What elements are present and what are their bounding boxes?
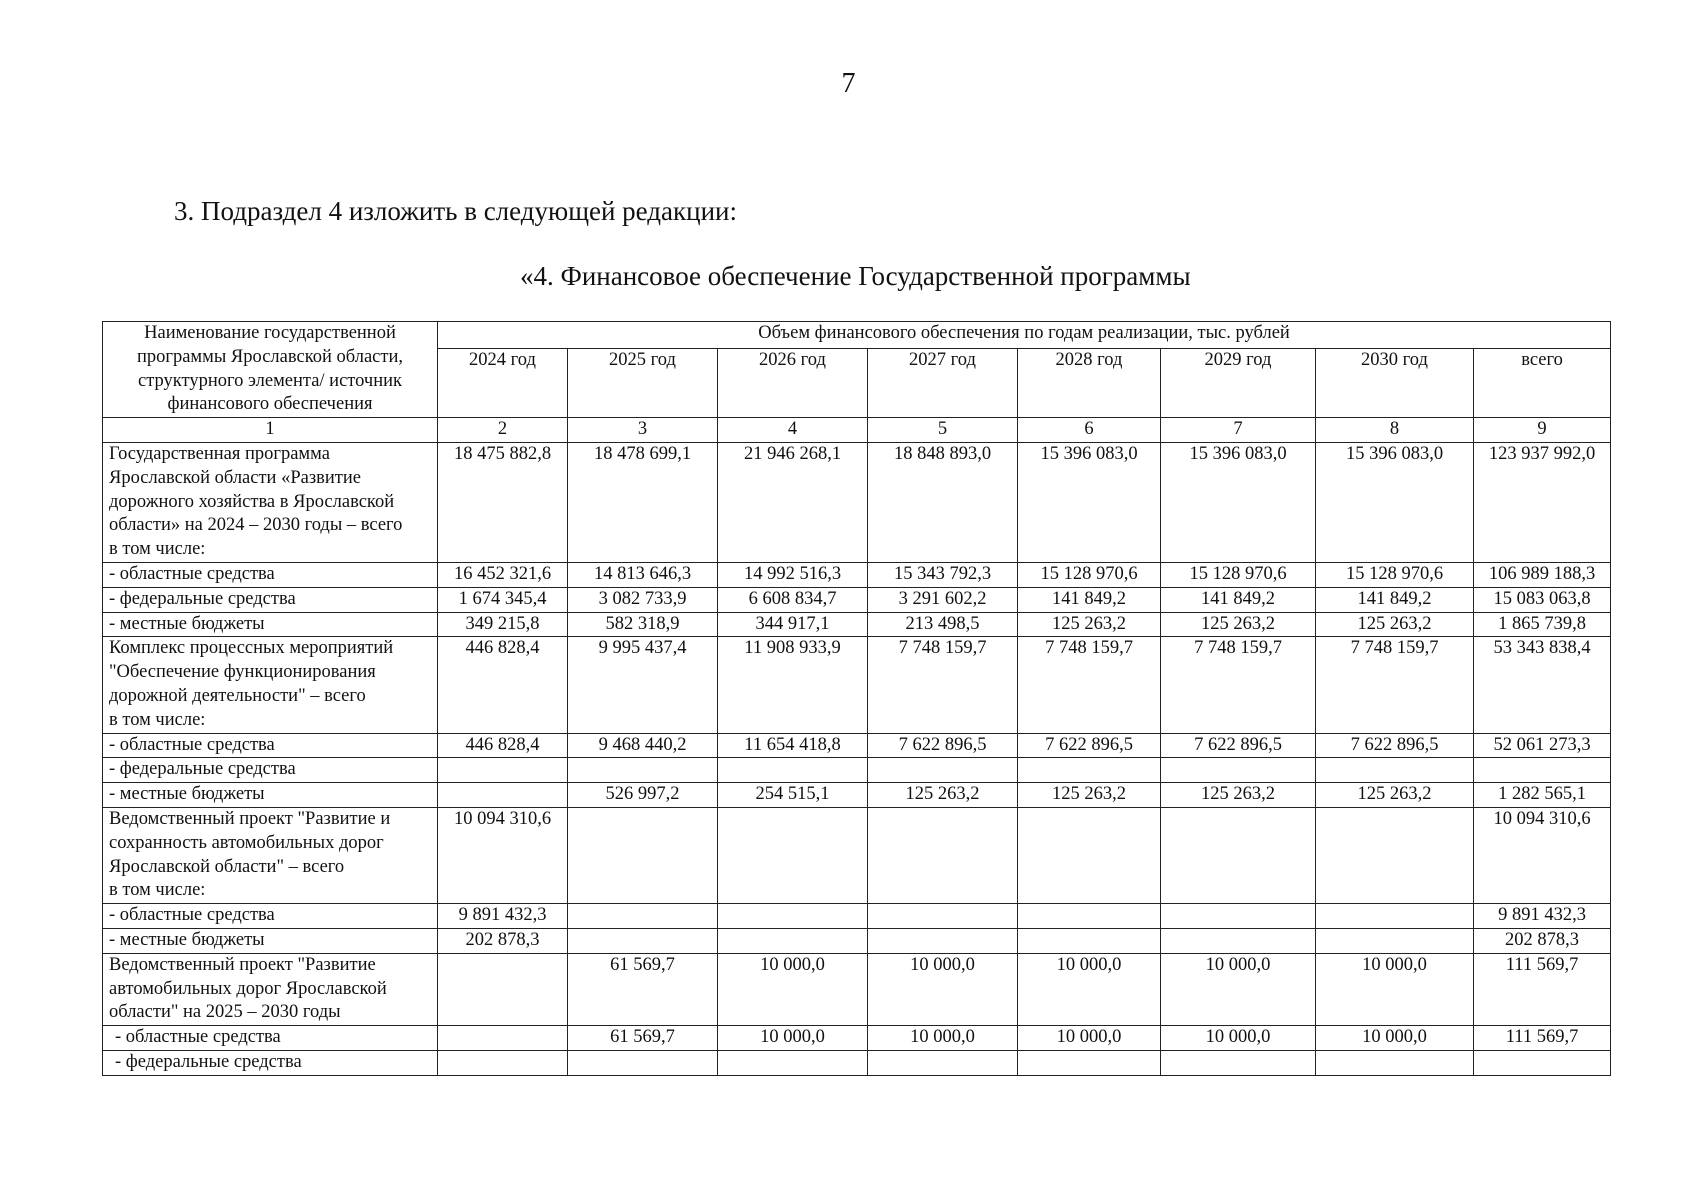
- value-cell: [718, 807, 868, 903]
- value-cell: [438, 783, 568, 808]
- column-number: 3: [568, 418, 718, 443]
- value-cell: 9 891 432,3: [438, 904, 568, 929]
- column-number-row: [103, 418, 1611, 443]
- value-cell: 10 000,0: [1161, 1026, 1316, 1051]
- table-header: [103, 322, 1611, 443]
- value-cell: 10 000,0: [1018, 1026, 1161, 1051]
- row-label: - областные средства: [103, 733, 438, 758]
- year-header: 2028 год: [1018, 349, 1161, 418]
- value-cell: 446 828,4: [438, 637, 568, 733]
- table-row: [103, 612, 1611, 637]
- value-cell: [568, 1050, 718, 1075]
- value-cell: 11 908 933,9: [718, 637, 868, 733]
- value-cell: 344 917,1: [718, 612, 868, 637]
- value-cell: 10 000,0: [868, 1026, 1018, 1051]
- value-cell: 7 748 159,7: [1161, 637, 1316, 733]
- value-cell: [718, 928, 868, 953]
- value-cell: 3 082 733,9: [568, 587, 718, 612]
- row-label: - федеральные средства: [103, 1050, 438, 1075]
- value-cell: 10 000,0: [1161, 953, 1316, 1025]
- row-label: Ведомственный проект "Развитие автомобильных дорог Ярославской области" на 2025 – 2030 годы: [103, 953, 438, 1025]
- table-row: [103, 783, 1611, 808]
- value-cell: [1316, 904, 1474, 929]
- value-cell: 141 849,2: [1161, 587, 1316, 612]
- value-cell: 18 478 699,1: [568, 442, 718, 562]
- value-cell: [1161, 807, 1316, 903]
- value-cell: 582 318,9: [568, 612, 718, 637]
- value-cell: 16 452 321,6: [438, 562, 568, 587]
- row-label: - областные средства: [103, 1026, 438, 1051]
- value-cell: 3 291 602,2: [868, 587, 1018, 612]
- value-cell: 10 000,0: [718, 953, 868, 1025]
- column-number: 7: [1161, 418, 1316, 443]
- year-header: 2025 год: [568, 349, 718, 418]
- column-number: 1: [103, 418, 438, 443]
- value-cell: 53 343 838,4: [1474, 637, 1611, 733]
- value-cell: 1 674 345,4: [438, 587, 568, 612]
- total-header: всего: [1474, 349, 1611, 418]
- value-cell: 14 992 516,3: [718, 562, 868, 587]
- value-cell: 18 848 893,0: [868, 442, 1018, 562]
- table-row: [103, 733, 1611, 758]
- value-cell: [438, 953, 568, 1025]
- value-cell: 125 263,2: [1161, 612, 1316, 637]
- year-header: 2027 год: [868, 349, 1018, 418]
- value-cell: [568, 758, 718, 783]
- value-cell: 10 000,0: [1018, 953, 1161, 1025]
- value-cell: 1 282 565,1: [1474, 783, 1611, 808]
- section-heading: 3. Подраздел 4 изложить в следующей редакции:: [174, 196, 737, 226]
- table-body: [103, 442, 1611, 1075]
- value-cell: 1 865 739,8: [1474, 612, 1611, 637]
- value-cell: [1474, 1050, 1611, 1075]
- value-cell: [1316, 807, 1474, 903]
- value-cell: 15 343 792,3: [868, 562, 1018, 587]
- value-cell: [568, 928, 718, 953]
- value-cell: [1316, 1050, 1474, 1075]
- value-cell: [568, 807, 718, 903]
- value-cell: 7 622 896,5: [1316, 733, 1474, 758]
- table-row: [103, 587, 1611, 612]
- value-cell: 52 061 273,3: [1474, 733, 1611, 758]
- year-header: 2024 год: [438, 349, 568, 418]
- financing-table: [102, 321, 1611, 1076]
- value-cell: 61 569,7: [568, 953, 718, 1025]
- row-label: Ведомственный проект "Развитие и сохранность автомобильных дорог Ярославской области" – всего в том числе:: [103, 807, 438, 903]
- value-cell: 15 083 063,8: [1474, 587, 1611, 612]
- section-title: «4. Финансовое обеспечение Государственной программы: [520, 261, 1191, 291]
- year-header: 2029 год: [1161, 349, 1316, 418]
- value-cell: 15 396 083,0: [1316, 442, 1474, 562]
- table-row: [103, 637, 1611, 733]
- value-cell: 141 849,2: [1316, 587, 1474, 612]
- value-cell: [868, 928, 1018, 953]
- value-cell: 10 094 310,6: [1474, 807, 1611, 903]
- value-cell: [1018, 807, 1161, 903]
- table-row: [103, 758, 1611, 783]
- value-cell: 10 000,0: [1316, 953, 1474, 1025]
- column-number: 8: [1316, 418, 1474, 443]
- value-cell: 111 569,7: [1474, 1026, 1611, 1051]
- table-row: [103, 442, 1611, 562]
- value-cell: 9 468 440,2: [568, 733, 718, 758]
- value-cell: [1018, 904, 1161, 929]
- value-cell: 11 654 418,8: [718, 733, 868, 758]
- column-number: 9: [1474, 418, 1611, 443]
- value-cell: 15 396 083,0: [1161, 442, 1316, 562]
- value-cell: [1018, 928, 1161, 953]
- value-cell: 7 748 159,7: [1316, 637, 1474, 733]
- value-cell: [868, 904, 1018, 929]
- row-label: - местные бюджеты: [103, 928, 438, 953]
- volume-header: Объем финансового обеспечения по годам реализации, тыс. рублей: [438, 322, 1611, 349]
- value-cell: 111 569,7: [1474, 953, 1611, 1025]
- value-cell: 213 498,5: [868, 612, 1018, 637]
- name-column-header: Наименование государственной программы Ярославской области, структурного элемента/ источник финансового обеспечения: [103, 322, 438, 418]
- value-cell: 15 396 083,0: [1018, 442, 1161, 562]
- value-cell: 7 748 159,7: [868, 637, 1018, 733]
- value-cell: 15 128 970,6: [1161, 562, 1316, 587]
- value-cell: 106 989 188,3: [1474, 562, 1611, 587]
- column-number: 6: [1018, 418, 1161, 443]
- row-label: Государственная программа Ярославской области «Развитие дорожного хозяйства в Ярославской области» на 2024 – 2030 годы – всего в том числе:: [103, 442, 438, 562]
- value-cell: 15 128 970,6: [1018, 562, 1161, 587]
- table-row: [103, 807, 1611, 903]
- value-cell: [438, 1026, 568, 1051]
- value-cell: 7 748 159,7: [1018, 637, 1161, 733]
- value-cell: 7 622 896,5: [868, 733, 1018, 758]
- table-row: [103, 1050, 1611, 1075]
- value-cell: 7 622 896,5: [1018, 733, 1161, 758]
- value-cell: 141 849,2: [1018, 587, 1161, 612]
- row-label: - областные средства: [103, 904, 438, 929]
- value-cell: 18 475 882,8: [438, 442, 568, 562]
- value-cell: 125 263,2: [1161, 783, 1316, 808]
- value-cell: [1018, 758, 1161, 783]
- value-cell: 202 878,3: [1474, 928, 1611, 953]
- value-cell: 123 937 992,0: [1474, 442, 1611, 562]
- row-label: - местные бюджеты: [103, 783, 438, 808]
- value-cell: 125 263,2: [1018, 783, 1161, 808]
- row-label: - федеральные средства: [103, 758, 438, 783]
- value-cell: [438, 1050, 568, 1075]
- value-cell: [1018, 1050, 1161, 1075]
- value-cell: 349 215,8: [438, 612, 568, 637]
- value-cell: [868, 807, 1018, 903]
- year-header: 2026 год: [718, 349, 868, 418]
- value-cell: 446 828,4: [438, 733, 568, 758]
- value-cell: [718, 904, 868, 929]
- value-cell: 125 263,2: [1018, 612, 1161, 637]
- value-cell: [1161, 928, 1316, 953]
- value-cell: [868, 758, 1018, 783]
- row-label: - местные бюджеты: [103, 612, 438, 637]
- value-cell: 10 000,0: [718, 1026, 868, 1051]
- value-cell: [1474, 758, 1611, 783]
- column-number: 2: [438, 418, 568, 443]
- value-cell: [718, 1050, 868, 1075]
- value-cell: 202 878,3: [438, 928, 568, 953]
- column-number: 4: [718, 418, 868, 443]
- column-number: 5: [868, 418, 1018, 443]
- value-cell: [1316, 758, 1474, 783]
- value-cell: 15 128 970,6: [1316, 562, 1474, 587]
- table-row: [103, 1026, 1611, 1051]
- value-cell: 9 891 432,3: [1474, 904, 1611, 929]
- value-cell: 10 000,0: [1316, 1026, 1474, 1051]
- row-label: - федеральные средства: [103, 587, 438, 612]
- value-cell: [1316, 928, 1474, 953]
- value-cell: 10 000,0: [868, 953, 1018, 1025]
- value-cell: 125 263,2: [1316, 783, 1474, 808]
- page-number: 7: [841, 68, 856, 99]
- value-cell: 254 515,1: [718, 783, 868, 808]
- row-label: - областные средства: [103, 562, 438, 587]
- value-cell: [438, 758, 568, 783]
- value-cell: [1161, 904, 1316, 929]
- value-cell: [718, 758, 868, 783]
- table-row: [103, 953, 1611, 1025]
- table-row: [103, 562, 1611, 587]
- value-cell: 10 094 310,6: [438, 807, 568, 903]
- value-cell: 125 263,2: [1316, 612, 1474, 637]
- value-cell: [868, 1050, 1018, 1075]
- value-cell: 9 995 437,4: [568, 637, 718, 733]
- value-cell: [1161, 758, 1316, 783]
- value-cell: 21 946 268,1: [718, 442, 868, 562]
- table-row: [103, 904, 1611, 929]
- value-cell: 125 263,2: [868, 783, 1018, 808]
- value-cell: [1161, 1050, 1316, 1075]
- table-row: [103, 928, 1611, 953]
- year-header: 2030 год: [1316, 349, 1474, 418]
- value-cell: 526 997,2: [568, 783, 718, 808]
- row-label: Комплекс процессных мероприятий "Обеспечение функционирования дорожной деятельности" – всего в том числе:: [103, 637, 438, 733]
- value-cell: 7 622 896,5: [1161, 733, 1316, 758]
- value-cell: 14 813 646,3: [568, 562, 718, 587]
- value-cell: 6 608 834,7: [718, 587, 868, 612]
- value-cell: 61 569,7: [568, 1026, 718, 1051]
- value-cell: [568, 904, 718, 929]
